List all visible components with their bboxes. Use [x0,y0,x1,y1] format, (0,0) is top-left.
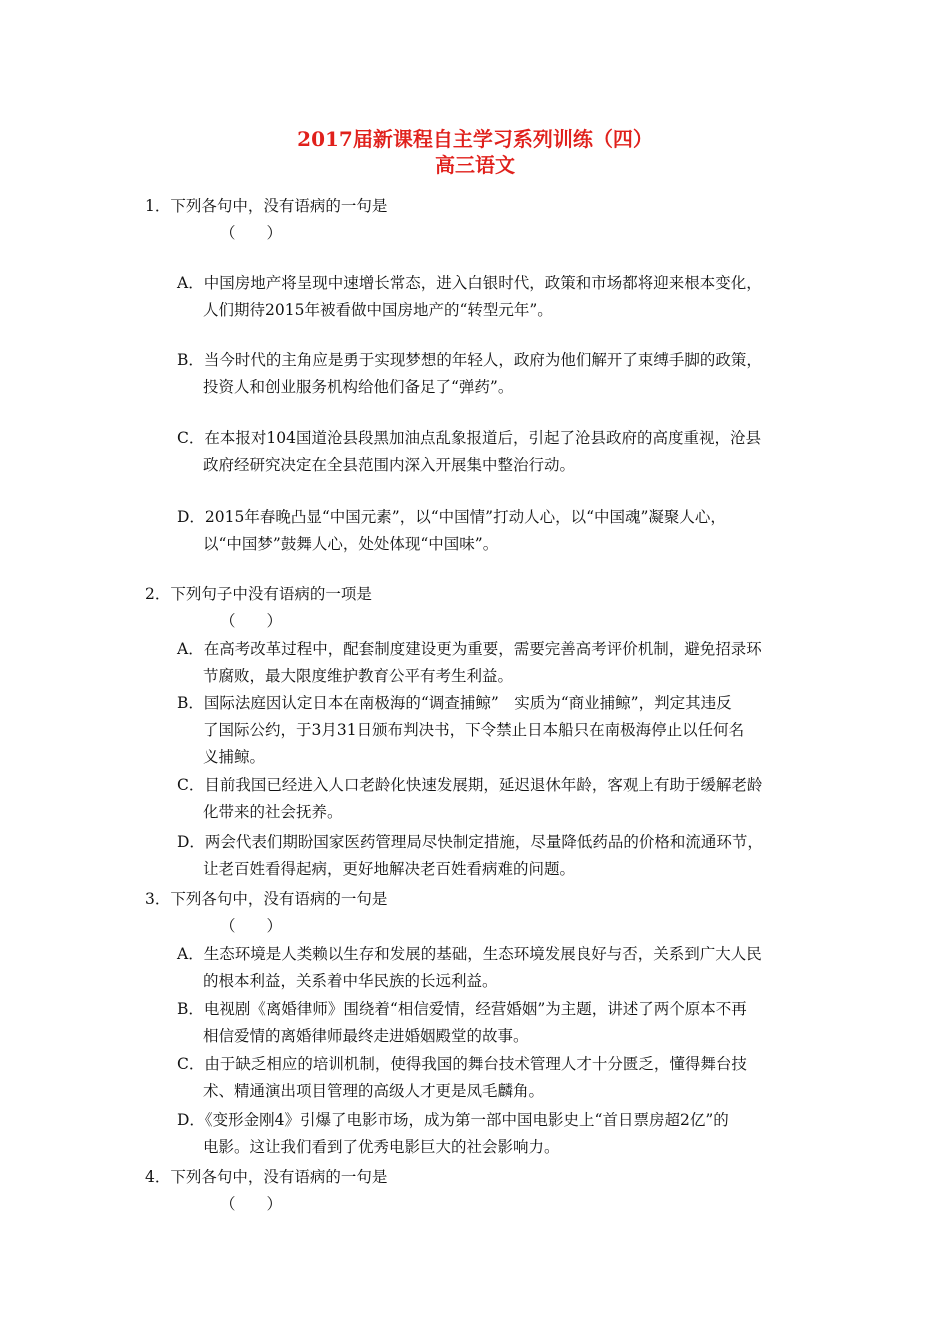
question-3-option-b-cont: 相信爱情的离婚律师最终走进婚姻殿堂的故事。 [203,1027,529,1045]
question-3-option-d-cont: 电影。这让我们看到了优秀电影巨大的社会影响力。 [203,1138,560,1156]
question-2-option-a-cont: 节腐败，最大限度维护教育公平有考生利益。 [203,667,514,685]
question-3-option-a: A．生态环境是人类赖以生存和发展的基础，生态环境发展良好与否，关系到广大人民 [177,945,762,963]
question-2-option-c-cont: 化带来的社会抚养。 [203,803,343,821]
question-2-option-a: A．在高考改革过程中，配套制度建设更为重要，需要完善高考评价机制，避免招录环 [177,640,762,658]
question-3-option-a-cont: 的根本利益，关系着中华民族的长远利益。 [203,972,498,990]
question-2-answer-blank: （ ） [220,612,283,630]
question-2-option-b: B．国际法庭因认定日本在南极海的“调查捕鲸” 实质为“商业捕鲸”，判定其违反 [177,694,732,712]
question-1-answer-blank: （ ） [220,224,283,242]
question-2-option-d-cont: 让老百姓看得起病，更好地解决老百姓看病难的问题。 [203,860,576,878]
question-2-option-b-cont2: 义捕鲸。 [203,748,266,766]
question-2-option-d: D．两会代表们期盼国家医药管理局尽快制定措施，尽量降低药品的价格和流通环节， [177,833,763,851]
question-1-option-c: C．在本报对104国道沧县段黑加油点乱象报道后，引起了沧县政府的高度重视，沧县 [177,429,761,447]
question-2-option-b-cont: 了国际公约，于3月31日颁布判决书，下令禁止日本船只在南极海停止以任何名 [203,721,745,739]
question-1-option-a-cont: 人们期待2015年被看做中国房地产的“转型元年”。 [203,301,553,319]
question-1-stem: 1．下列各句中，没有语病的一句是 [145,197,388,215]
question-3-stem: 3．下列各句中，没有语病的一句是 [145,890,388,908]
question-3-option-c-cont: 术、精通演出项目管理的高级人才更是凤毛麟角。 [203,1082,545,1100]
question-4-stem: 4．下列各句中，没有语病的一句是 [145,1168,388,1186]
question-2-stem: 2．下列句子中没有语病的一项是 [145,585,372,603]
question-1-option-b-cont: 投资人和创业服务机构给他们备足了“弹药”。 [203,378,514,396]
question-2-option-c: C．目前我国已经进入人口老龄化快速发展期，延迟退休年龄，客观上有助于缓解老龄 [177,776,763,794]
question-3-option-d: D．《变形金刚4》引爆了电影市场，成为第一部中国电影史上“首日票房超2亿”的 [177,1111,729,1129]
question-1-option-d-cont: 以“中国梦”鼓舞人心，处处体现“中国味”。 [203,535,499,553]
question-3-option-c: C．由于缺乏相应的培训机制，使得我国的舞台技术管理人才十分匮乏，懂得舞台技 [177,1055,747,1073]
document-subtitle: 高三语文 [435,153,515,177]
question-1-option-c-cont: 政府经研究决定在全县范围内深入开展集中整治行动。 [203,456,576,474]
question-4-answer-blank: （ ） [220,1195,283,1213]
question-1-option-d: D．2015年春晚凸显“中国元素”，以“中国情”打动人心，以“中国魂”凝聚人心， [177,508,726,526]
question-1-option-a: A．中国房地产将呈现中速增长常态，进入白银时代，政策和市场都将迎来根本变化， [177,274,762,292]
question-3-option-b: B．电视剧《离婚律师》围绕着“相信爱情，经营婚姻”为主题，讲述了两个原本不再 [177,1000,747,1018]
document-title: 2017届新课程自主学习系列训练（四） [297,127,653,151]
question-1-option-b: B．当今时代的主角应是勇于实现梦想的年轻人，政府为他们解开了束缚手脚的政策， [177,351,762,369]
question-3-answer-blank: （ ） [220,917,283,935]
